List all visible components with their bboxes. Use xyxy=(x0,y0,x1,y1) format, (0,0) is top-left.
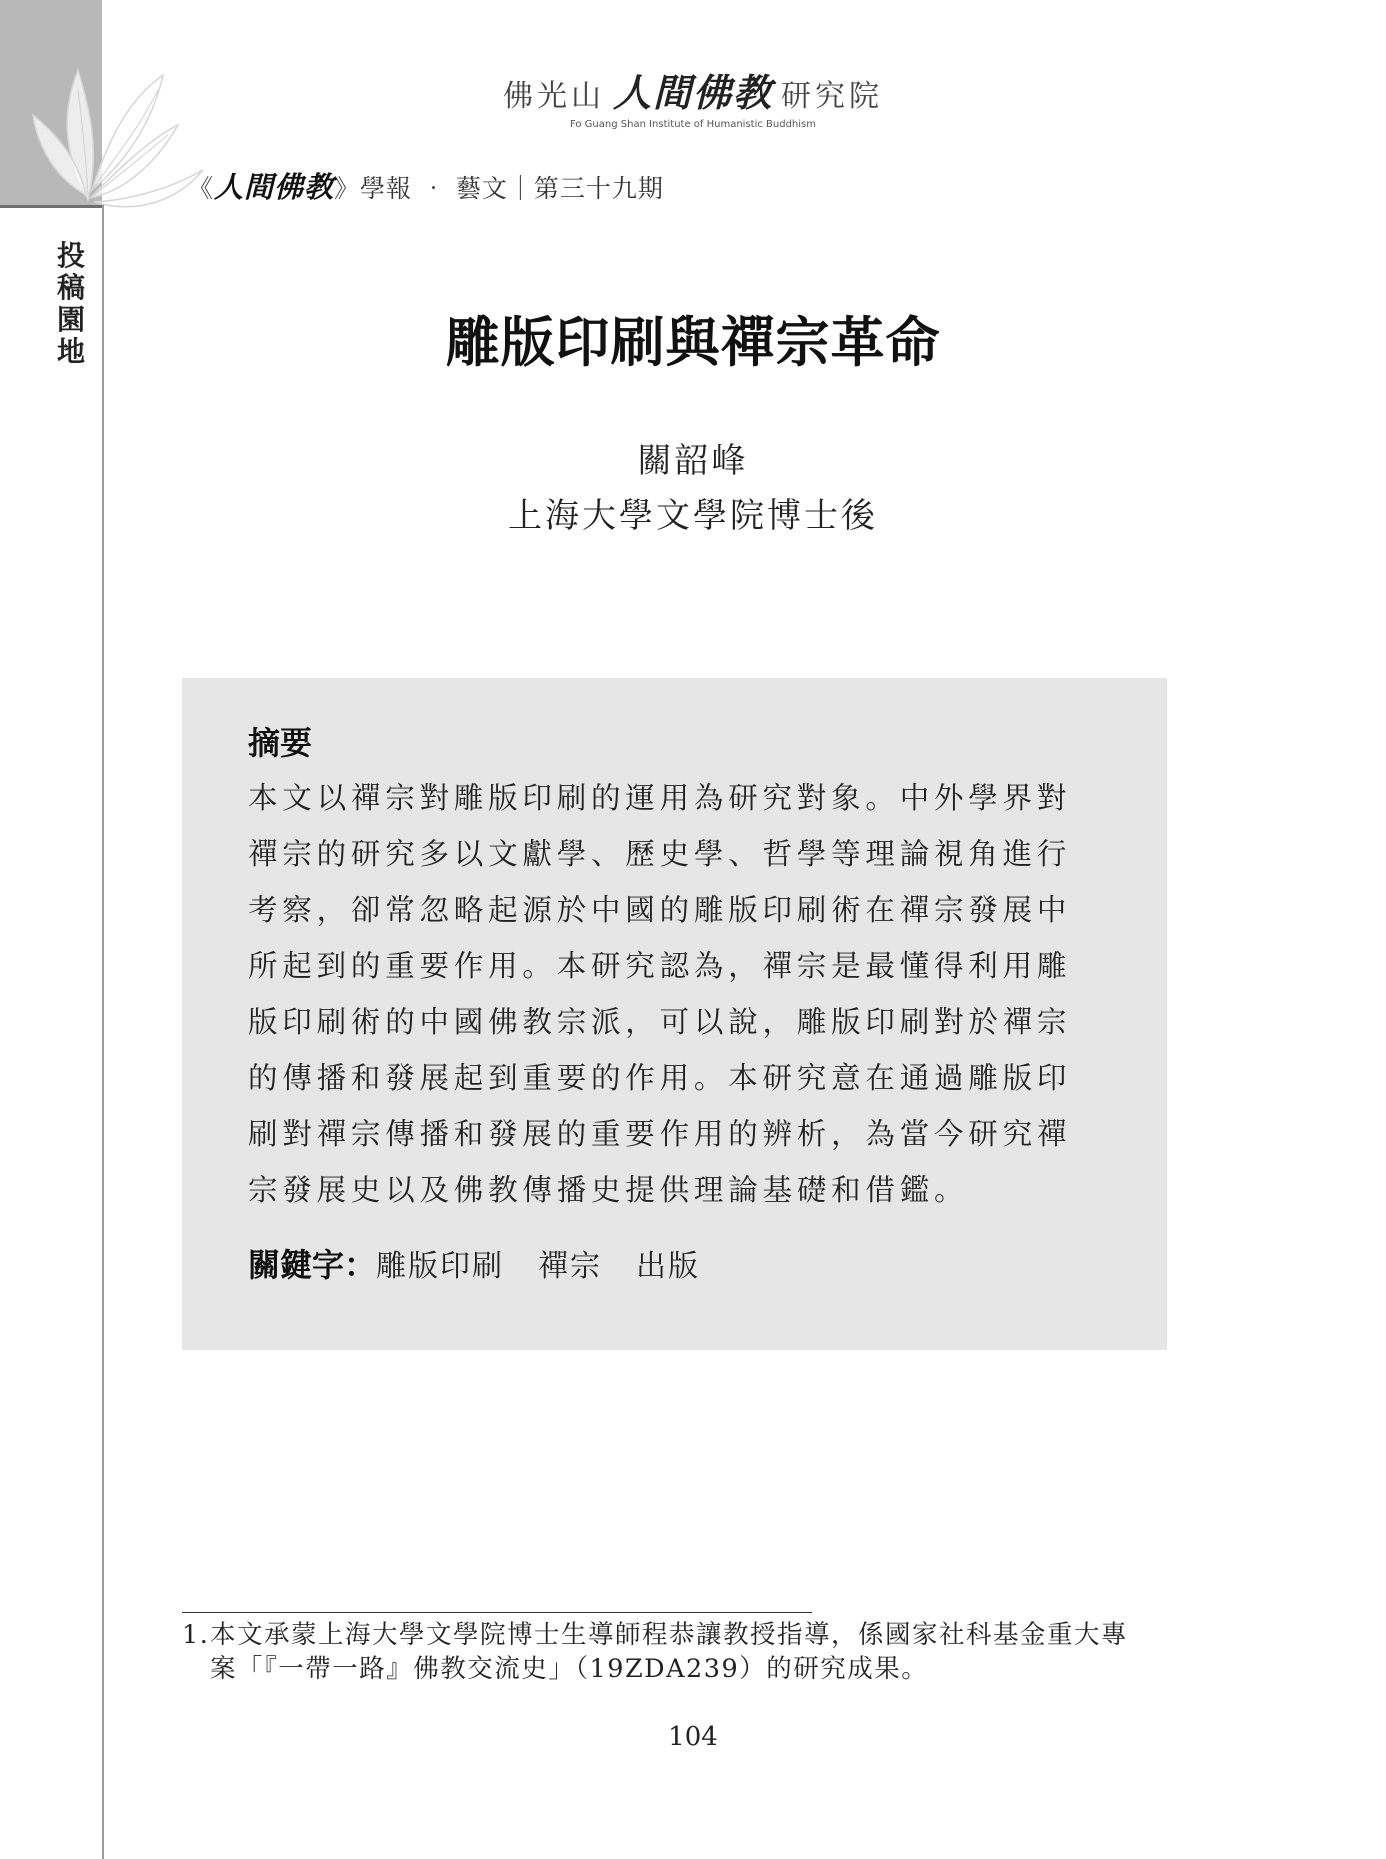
institute-name xyxy=(0,62,1386,117)
footnote-rule xyxy=(182,1612,812,1613)
institute-name-suffix: 研究院 xyxy=(781,79,883,114)
side-top-rule xyxy=(0,205,104,208)
page-number: 104 xyxy=(668,1722,718,1752)
journal-line xyxy=(188,165,664,206)
keywords-line xyxy=(248,1240,734,1286)
institute-name-en: Fo Guang Shan Institute of Humanistic Buddhism xyxy=(569,119,816,130)
article-title: 雕版印刷與禪宗革命 xyxy=(445,310,941,374)
journal-open-bracket: 《 xyxy=(188,174,215,203)
footnote xyxy=(182,1618,1167,1686)
institute-header xyxy=(0,62,1386,130)
abstract-heading: 摘要 xyxy=(248,724,313,762)
keywords-label: 關鍵字： xyxy=(248,1246,377,1284)
footnote-number: 1. xyxy=(182,1620,210,1650)
author-affiliation: 上海大學文學院博士後 xyxy=(508,496,878,536)
journal-issue: 》學報 ‧ 藝文｜第三十九期 xyxy=(334,174,664,203)
author-name: 關韶峰 xyxy=(637,441,749,481)
abstract-box xyxy=(182,678,1167,1350)
footnote-line-2: 案「『一帶一路』佛教交流史」（19ZDA239）的研究成果。 xyxy=(210,1654,929,1684)
institute-name-prefix: 佛光山 xyxy=(502,79,605,114)
keyword: 雕版印刷 xyxy=(376,1249,505,1284)
journal-brand: 人間佛教 xyxy=(214,170,335,204)
keyword: 出版 xyxy=(636,1249,701,1284)
institute-name-brand: 人間佛教 xyxy=(612,70,773,115)
keyword: 禪宗 xyxy=(538,1249,603,1284)
footnote-text-1: 本文承蒙上海大學文學院博士生導師程恭讓教授指導，係國家社科基金重大專 xyxy=(210,1620,1129,1650)
abstract-body: 本文以禪宗對雕版印刷的運用為研究對象。中外學界對禪宗的研究多以文獻學、歷史學、哲學等理論視角進行考察，卻常忽略起源於中國的雕版印刷術在禪宗發展中所起到的重要作用。本研究認為，禪宗是最懂得利用雕版印刷術的中國佛教宗派，可以說，雕版印刷對於禪宗的傳播和發展起到重要的作用。本研究意在通過雕版印刷對禪宗傳播和發展的重要作用的辨析，為當今研究禪宗發展史以及佛教傳播史提供理論基礎和借鑑。 xyxy=(248,781,1072,1207)
footnote-line-1 xyxy=(182,1618,1167,1652)
section-label: 投稿園地 xyxy=(56,239,85,368)
